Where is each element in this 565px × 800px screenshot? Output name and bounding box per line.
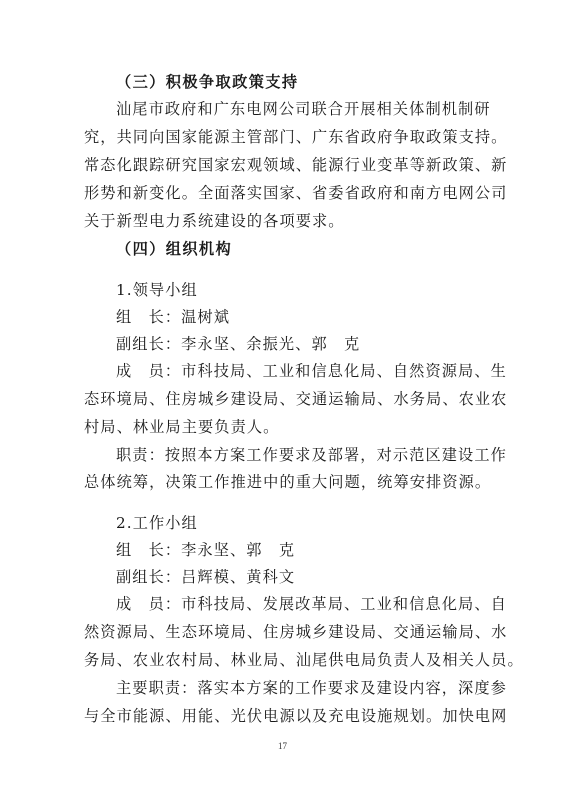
group-leader: 组 长：温树斌 [116,308,231,326]
group-members-line: 村局、林业局主要负责人。 [84,418,280,436]
page-number: 17 [278,741,287,751]
group-members-line: 然资源局、生态环境局、住房城乡建设局、交通运输局、水 [84,623,508,641]
group-title: 1.领导小组 [116,281,198,299]
paragraph-line: 究，共同向国家能源主管部门、广东省政府争取政策支持。 [84,128,508,146]
section-heading-3: （三）积极争取政策支持 [116,73,299,91]
group-members-line: 成 员：市科技局、工业和信息化局、自然资源局、生 [116,362,507,380]
group-deputy: 副组长：吕辉模、黄科文 [116,568,296,586]
group-duties-line: 主要职责：落实本方案的工作要求及建设内容，深度参 [116,679,507,697]
paragraph-line: 汕尾市政府和广东电网公司联合开展相关体制机制研 [116,100,491,118]
group-members-line: 成 员：市科技局、发展改革局、工业和信息化局、自 [116,595,507,613]
group-members-line: 务局、农业农村局、林业局、汕尾供电局负责人及相关人员。 [84,651,524,669]
group-duties-line: 总体统筹，决策工作推进中的重大问题，统筹安排资源。 [84,473,492,491]
paragraph-line: 关于新型电力系统建设的各项要求。 [84,212,345,230]
group-members-line: 态环境局、住房城乡建设局、交通运输局、水务局、农业农 [84,390,508,408]
group-duties-line: 职责：按照本方案工作要求及部署，对示范区建设工作 [116,446,507,464]
group-duties-line: 与全市能源、用能、光伏电源以及充电设施规划。加快电网 [84,707,508,725]
paragraph-line: 形势和新变化。全面落实国家、省委省政府和南方电网公司 [84,184,508,202]
group-title: 2.工作小组 [116,514,198,532]
section-heading-4: （四）组织机构 [116,240,233,258]
paragraph-line: 常态化跟踪研究国家宏观领域、能源行业变革等新政策、新 [84,156,508,174]
group-leader: 组 长：李永坚、郭 克 [116,541,296,559]
group-deputy: 副组长：李永坚、余振光、郭 克 [116,335,361,353]
